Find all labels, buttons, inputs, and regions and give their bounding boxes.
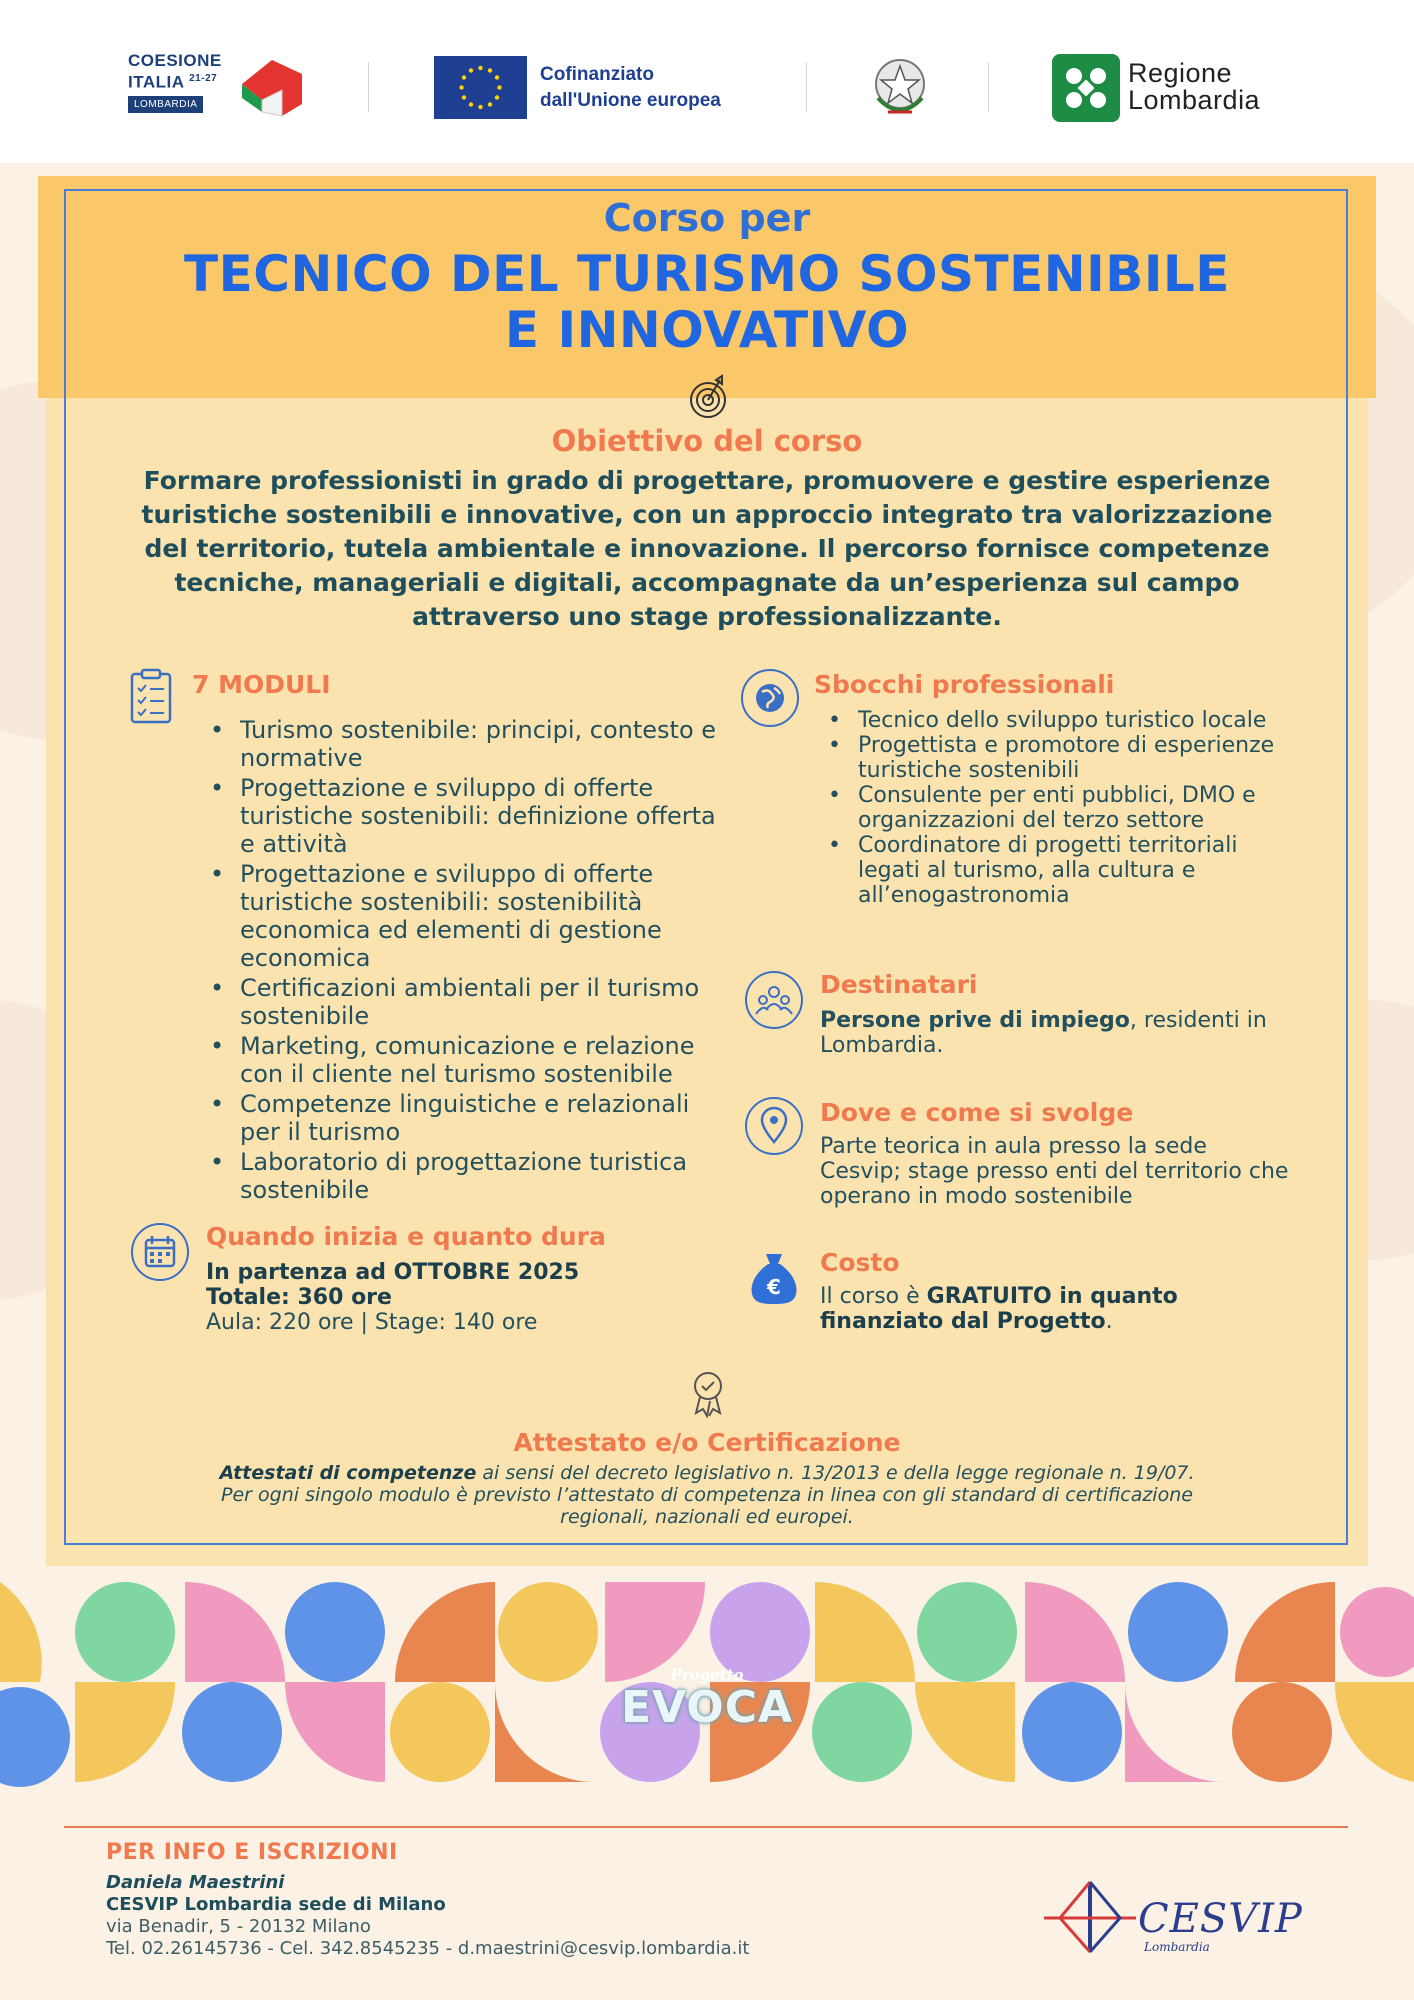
- italian-emblem-icon: [870, 52, 930, 122]
- list-item: • Progettista e promotore di esperienze turistiche sostenibili: [828, 733, 1288, 783]
- contact-details: Tel. 02.26145736 - Cel. 342.8545235 - d.maestrini@cesvip.lombardia.it: [106, 1938, 750, 1959]
- target-text: [820, 1008, 1280, 1058]
- when-split: Aula: 220 ore | Stage: 140 ore: [206, 1310, 538, 1335]
- list-item: • Tecnico dello sviluppo turistico locale: [828, 708, 1288, 733]
- list-item: • Certificazioni ambientali per il turismo sostenibile: [210, 974, 730, 1030]
- list-item: • Progettazione e sviluppo di offerte turistiche sostenibili: definizione offerta e attività: [210, 774, 730, 858]
- certificate-line1: ai sensi del decreto legislativo n. 13/2013 e della legge regionale n. 19/07.: [476, 1462, 1195, 1484]
- cost-text: [820, 1284, 1290, 1334]
- cost-post: .: [1105, 1309, 1113, 1334]
- coesione-text-2: ITALIA: [128, 72, 184, 92]
- list-item: • Turismo sostenibile: principi, contesto e normative: [210, 716, 730, 772]
- list-item: • Coordinatore di progetti territoriali legati al turismo, alla cultura e all’enogastronomia: [828, 833, 1288, 908]
- target-bold: Persone prive di impiego: [820, 1008, 1130, 1033]
- regione-lombardia-logo-icon: [1052, 54, 1120, 122]
- cesvip-logo-icon: [1040, 1872, 1140, 1962]
- list-item: • Consulente per enti pubblici, DMO e organizzazioni del terzo settore: [828, 783, 1288, 833]
- cesvip-logo-text: CESVIP: [1138, 1896, 1303, 1942]
- regione-lombardia-text: [1128, 60, 1260, 114]
- objective-text: Formare professionisti in grado di progettare, promuovere e gestire esperienze turistiche sostenibili e innovative, con un approccio integrato tra valorizzazione del territorio, tutela ambientale e innovazione. Il percorso fornisce competenze tecniche, manageriali e digitali, accompagnate da un’esperienza sul campo attraverso uno stage professionalizzante.: [141, 466, 1273, 631]
- objective-heading: Obiettivo del corso: [551, 424, 863, 458]
- divider: [988, 62, 989, 112]
- divider: [806, 62, 807, 112]
- coesione-region: LOMBARDIA: [128, 96, 203, 113]
- list-item: • Competenze linguistiche e relazionali per il turismo: [210, 1090, 730, 1146]
- money-bag-icon: [748, 1246, 800, 1306]
- rl-line1: Regione: [1128, 58, 1233, 88]
- modules-heading: 7 MODULI: [192, 670, 331, 699]
- project-label: Progetto: [670, 1666, 744, 1684]
- where-text: Parte teorica in aula presso la sede Cesvip; stage presso enti del territorio che operano in modo sostenibile: [820, 1134, 1289, 1209]
- footer-divider: [64, 1826, 1348, 1828]
- divider: [368, 62, 369, 112]
- eu-text-line1: Cofinanziato: [540, 64, 654, 85]
- contact-org: CESVIP Lombardia sede di Milano: [106, 1894, 446, 1915]
- eu-text-line2: dall'Unione europea: [540, 90, 721, 111]
- outlets-list: [828, 708, 1288, 908]
- title-line2: E INNOVATIVO: [504, 301, 910, 359]
- calendar-icon: [130, 1222, 190, 1282]
- svg-text:€: €: [767, 1275, 781, 1299]
- target-rest: , residenti in Lombardia.: [820, 1008, 1267, 1058]
- cost-pre: Il corso è: [820, 1284, 927, 1309]
- when-heading: Quando inizia e quanto dura: [206, 1222, 606, 1251]
- rl-line2: Lombardia: [1128, 85, 1261, 115]
- footer-heading: PER INFO E ISCRIZIONI: [106, 1840, 398, 1865]
- certificate-bold: Attestati di competenze: [219, 1462, 477, 1484]
- cost-heading: Costo: [820, 1248, 900, 1277]
- coesione-years: 21-27: [189, 73, 218, 84]
- outlets-heading: Sbocchi professionali: [814, 670, 1115, 699]
- certificate-heading: Attestato e/o Certificazione: [513, 1428, 901, 1457]
- eu-cofinanced-text: [540, 62, 721, 114]
- logo-bar: [0, 0, 1414, 163]
- eu-flag-icon: [434, 56, 527, 119]
- target-heading: Destinatari: [820, 970, 978, 999]
- globe-icon: [740, 668, 800, 728]
- list-item: • Marketing, comunicazione e relazione con il cliente nel turismo sostenibile: [210, 1032, 730, 1088]
- cesvip-logo-sub: Lombardia: [1144, 1940, 1210, 1954]
- location-pin-icon: [744, 1096, 804, 1156]
- list-item: • Progettazione e sviluppo di offerte turistiche sostenibili: sostenibilità economica ed elementi di gestione economica: [210, 860, 730, 972]
- coesione-logo: [128, 52, 308, 124]
- title-line1: TECNICO DEL TURISMO SOSTENIBILE: [184, 245, 1230, 303]
- when-details: [206, 1260, 579, 1335]
- title-small: Corso per: [603, 196, 811, 240]
- page-title: [0, 246, 1414, 358]
- checklist-icon: [128, 668, 174, 726]
- coesione-text: COESIONE: [128, 51, 222, 70]
- certificate-line2: Per ogni singolo modulo è previsto l’attestato di competenza in linea con gli standard di certificazione regionali, nazionali ed europei.: [221, 1484, 1193, 1528]
- target-icon: [684, 372, 732, 422]
- modules-list: [210, 716, 730, 1206]
- project-name: EVOCA: [620, 1682, 794, 1733]
- where-heading: Dove e come si svolge: [820, 1098, 1134, 1127]
- contact-name: Daniela Maestrini: [106, 1872, 285, 1893]
- award-badge-icon: [688, 1370, 728, 1418]
- cost-bold: GRATUITO in quanto finanziato dal Progetto: [820, 1284, 1178, 1334]
- people-icon: [744, 970, 804, 1030]
- when-start: In partenza ad OTTOBRE 2025: [206, 1260, 580, 1285]
- when-total: Totale: 360 ore: [206, 1285, 392, 1310]
- coesione-mark-icon: [232, 54, 308, 118]
- list-item: • Laboratorio di progettazione turistica sostenibile: [210, 1148, 730, 1204]
- contact-address: via Benadir, 5 - 20132 Milano: [106, 1916, 371, 1937]
- certificate-text: [180, 1462, 1234, 1528]
